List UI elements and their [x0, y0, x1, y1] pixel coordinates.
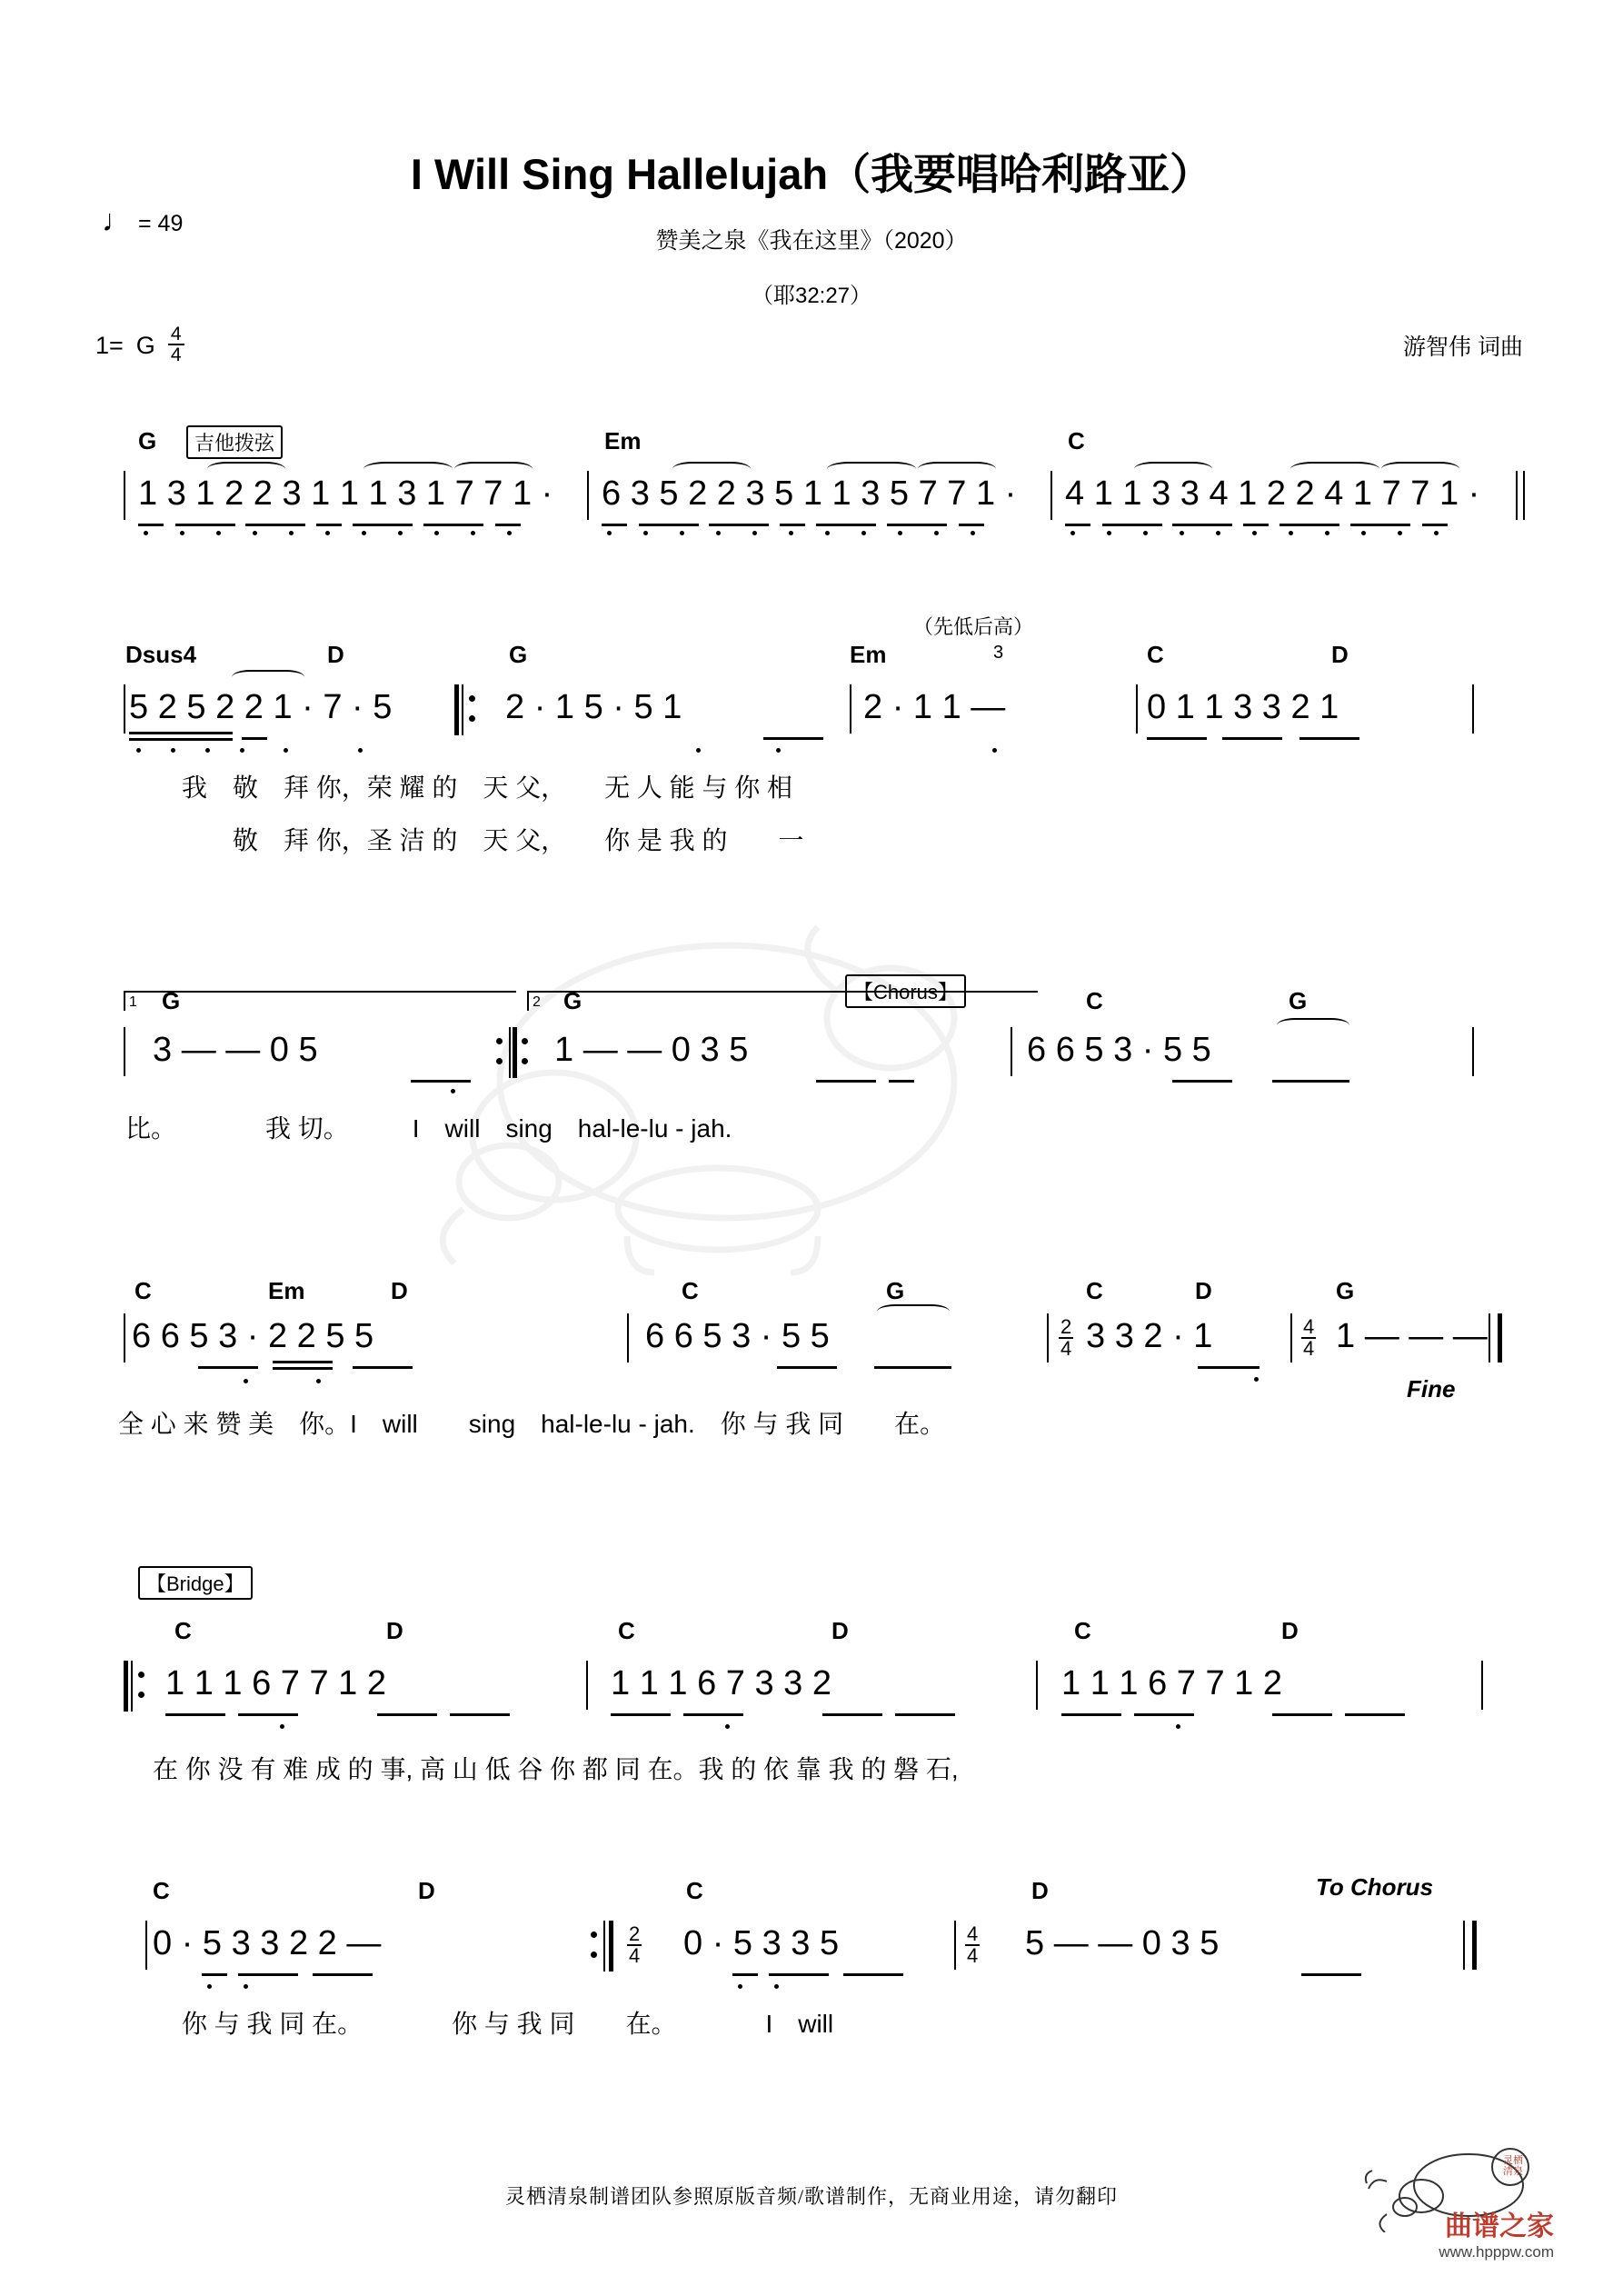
note-row: 1 1 1 6 7 7 1 2 [165, 1664, 386, 1702]
note-row: 4 1 1 3 3 4 1 2 2 4 1 7 7 1 · [1065, 474, 1480, 513]
page-title: I Will Sing Hallelujah（我要唱哈利路亚） [410, 150, 1213, 198]
barline [587, 471, 589, 520]
tempo-marking [102, 204, 184, 238]
barline [1047, 1313, 1049, 1363]
time-signature-numerator: 4 [168, 324, 184, 345]
beam [1272, 1713, 1332, 1716]
volta-number: 1 [129, 994, 137, 1010]
slur [1277, 1018, 1349, 1033]
beam [816, 1080, 876, 1083]
logo-brand-text: 曲谱之家 [1445, 2211, 1554, 2241]
site-logo[interactable] [1332, 2141, 1559, 2260]
time-signature-numerator: 4 [1303, 1315, 1315, 1338]
note-row: 0 1 1 3 3 2 1 [1147, 688, 1339, 726]
octave-dot-row [138, 531, 529, 538]
time-signature-change [965, 1924, 980, 1967]
chord-symbol: C [174, 1617, 192, 1644]
note-row: 2 · 1 5 · 5 1 [505, 688, 682, 726]
beam [202, 1973, 227, 1976]
footer-credit: 灵栖清泉制谱团队参照原版音频/歌谱制作，无商业用途，请勿翻印 [504, 2185, 1119, 2208]
time-signature [168, 324, 184, 365]
chord-symbol: D [386, 1617, 403, 1644]
barline [124, 1313, 125, 1363]
chorus-marker: 【Chorus】 [845, 974, 966, 1008]
octave-dot-row [732, 1984, 969, 1992]
system-4 [0, 1277, 1623, 1504]
note-row: 1 1 1 6 7 7 1 2 [1061, 1664, 1282, 1702]
beam [611, 1713, 671, 1716]
chord-symbol: C [682, 1277, 699, 1304]
barline [124, 471, 125, 520]
chord-symbol: G [162, 987, 181, 1014]
beam [777, 1366, 837, 1369]
chord-symbol: C [1086, 1277, 1103, 1304]
chord-symbol: D [391, 1277, 408, 1304]
note-row: 1 — — 0 3 5 [554, 1031, 749, 1069]
note-row: 6 3 5 2 2 3 5 1 1 3 5 7 7 1 · [602, 474, 1017, 513]
beam [1102, 524, 1162, 526]
beam [245, 524, 305, 526]
note-row: 0 · 5 3 3 5 [683, 1924, 840, 1962]
beam [242, 737, 267, 740]
final-barline [1498, 1313, 1502, 1363]
guitar-pluck-marker: 吉他拨弦 [186, 425, 283, 459]
chord-symbol: G [886, 1277, 905, 1304]
key-value: G [135, 331, 155, 359]
beam [1134, 1713, 1194, 1716]
beam [732, 1973, 758, 1976]
octave-dot-row [202, 1984, 438, 1992]
volta-number: 2 [533, 994, 541, 1010]
chord-symbol: Em [604, 427, 642, 454]
chord-symbol: G [1289, 987, 1308, 1014]
beam [411, 1080, 471, 1083]
repeat-end-start-sign [509, 1027, 522, 1078]
beam [816, 524, 876, 526]
beam [1061, 1713, 1121, 1716]
lyric-line: 比。 我 切。 I will sing hal-le-lu - jah. [125, 1114, 732, 1143]
chord-symbol: G [1336, 1277, 1355, 1304]
key-label: 1= [95, 331, 124, 359]
to-chorus-marking: To Chorus [1316, 1873, 1434, 1901]
octave-dot-row [411, 1089, 493, 1096]
chord-symbol: D [1195, 1277, 1212, 1304]
note-row: 1 — — — [1336, 1317, 1488, 1355]
beam [165, 1713, 225, 1716]
beam [1345, 1713, 1405, 1716]
beam [1198, 1366, 1260, 1369]
chord-symbol: C [1086, 987, 1103, 1014]
beam [769, 1973, 829, 1976]
beam [889, 1080, 914, 1083]
time-signature-numerator: 2 [629, 1922, 641, 1945]
beam [639, 524, 699, 526]
note-row: 6 6 5 3 · 5 5 [645, 1317, 830, 1355]
barline [1050, 471, 1052, 520]
logo-url-text: www.hpppw.com [1439, 2243, 1554, 2261]
chord-symbol: G [509, 641, 528, 668]
beam [1279, 524, 1339, 526]
chord-symbol: D [831, 1617, 849, 1644]
beam [313, 1973, 373, 1976]
repeat-start-sign [124, 1661, 136, 1712]
note-row: 2 · 1 1 — [863, 688, 1006, 726]
time-signature-numerator: 2 [1060, 1315, 1072, 1338]
octave-dot-row [129, 748, 402, 755]
note-row: 5 2 5 2 2 1 · 7 · 5 [129, 688, 393, 726]
time-signature-denominator: 4 [967, 1944, 979, 1968]
quarter-note-icon: ♩ [102, 204, 133, 238]
chord-symbol: C [618, 1617, 635, 1644]
bridge-marker: 【Bridge】 [138, 1566, 253, 1600]
chord-symbol: Em [268, 1277, 305, 1304]
barline [850, 684, 851, 734]
beam [138, 524, 164, 526]
beam [1299, 737, 1359, 740]
barline [627, 1313, 629, 1363]
beam [1350, 524, 1410, 526]
beam [353, 524, 413, 526]
beam [198, 1366, 258, 1369]
beam [1172, 524, 1232, 526]
beam [1272, 1080, 1349, 1083]
slur [877, 1304, 950, 1319]
composer-credit: 游智伟 词曲 [1403, 334, 1523, 360]
beam [822, 1713, 882, 1716]
beam-double [129, 732, 233, 734]
barline [145, 1921, 147, 1970]
time-signature-denominator: 4 [1303, 1337, 1315, 1361]
barline [124, 1027, 125, 1076]
chord-symbol: D [1031, 1877, 1049, 1904]
beam [602, 524, 627, 526]
tempo-value: = 49 [138, 211, 184, 236]
beam [450, 1713, 510, 1716]
octave-dot-row [505, 748, 805, 755]
barline [1011, 1027, 1012, 1076]
chord-symbol: Dsus4 [125, 641, 197, 668]
chord-symbol: C [1147, 641, 1164, 668]
beam [377, 1713, 437, 1716]
beam [874, 1366, 951, 1369]
chord-symbol: G [563, 987, 582, 1014]
beam [763, 737, 823, 740]
octave-dot-row [602, 531, 992, 538]
beam [959, 524, 984, 526]
barline [1481, 1661, 1483, 1710]
time-signature-denominator: 4 [1060, 1337, 1072, 1361]
octave-dot-row [198, 1379, 434, 1386]
repeat-start-sign [454, 684, 467, 735]
chord-symbol: C [153, 1877, 170, 1904]
subtitle-scripture: （耶32:27） [751, 284, 872, 308]
beam [423, 524, 483, 526]
chord-symbol: D [1281, 1617, 1299, 1644]
barline [1290, 1313, 1292, 1363]
note-row: 3 3 2 · 1 [1086, 1317, 1213, 1355]
barline [1472, 684, 1474, 734]
barline [124, 684, 125, 734]
chord-symbol: C [1074, 1617, 1091, 1644]
note-row: 6 6 5 3 · 5 5 [1027, 1031, 1211, 1069]
beam [895, 1713, 955, 1716]
time-signature-change [627, 1924, 642, 1967]
chord-symbol: D [418, 1877, 435, 1904]
beam [887, 524, 947, 526]
system-2 [0, 615, 1623, 868]
barline [1136, 684, 1138, 734]
chord-symbol: C [686, 1877, 703, 1904]
beam-double [273, 1361, 333, 1363]
beam [1222, 737, 1282, 740]
subtitle-album: 赞美之泉《我在这里》（2020） [655, 228, 968, 254]
system-1 [0, 427, 1623, 564]
time-signature-denominator: 4 [629, 1944, 641, 1968]
note-row: 5 — — 0 3 5 [1025, 1924, 1220, 1962]
barline [1516, 471, 1518, 520]
final-barline [1472, 1921, 1477, 1970]
note-row: 3 — — 0 5 [153, 1031, 318, 1069]
svg-text:清泉: 清泉 [1503, 2166, 1523, 2177]
volta-bracket-1 [124, 991, 516, 1011]
beam [1147, 737, 1207, 740]
beam [1243, 524, 1269, 526]
barline [954, 1921, 956, 1970]
low-then-high-note: （先低后高） [913, 615, 1034, 638]
system-5 [0, 1572, 1623, 1783]
beam [709, 524, 769, 526]
octave-dot-row [1198, 1377, 1289, 1384]
beam [316, 524, 342, 526]
beam [238, 1713, 298, 1716]
octave-dot-row [863, 748, 1063, 755]
barline [1472, 1027, 1474, 1076]
octave-dot-row [611, 1724, 974, 1732]
time-signature-change [1059, 1317, 1073, 1360]
lyric-line: 全 心 来 赞 美 你。I will sing hal-le-lu - jah. 你 与 我 同 在。 [118, 1410, 946, 1438]
beam [843, 1973, 903, 1976]
triplet-number: 3 [993, 643, 1004, 663]
barline [586, 1661, 588, 1710]
chord-symbol: D [327, 641, 344, 668]
note-row: 1 3 1 2 2 3 1 1 1 3 1 7 7 1 · [138, 474, 553, 513]
octave-dot-row [165, 1724, 529, 1732]
time-signature-denominator: 4 [170, 344, 182, 366]
beam [780, 524, 805, 526]
key-signature [95, 325, 184, 366]
system-6 [0, 1873, 1623, 2095]
beam [353, 1366, 413, 1369]
beam [495, 524, 521, 526]
system-3 [0, 981, 1623, 1191]
time-signature-change [1301, 1317, 1316, 1360]
fine-marking: Fine [1407, 1375, 1456, 1403]
lyric-line: 我 敬 拜 你，荣 耀 的 天 父， 无 人 能 与 你 相 [182, 774, 793, 802]
chord-symbol: C [134, 1277, 152, 1304]
note-row: 6 6 5 3 · 2 2 5 5 [132, 1317, 374, 1355]
beam [1065, 524, 1090, 526]
octave-dot-row [1065, 531, 1456, 538]
note-row: 0 · 5 3 3 2 2 — [153, 1924, 382, 1962]
repeat-end-sign [602, 1921, 614, 1972]
beam [1422, 524, 1448, 526]
svg-text:灵栖: 灵栖 [1503, 2155, 1523, 2166]
time-signature-numerator: 4 [967, 1922, 979, 1945]
beam [175, 524, 235, 526]
note-row: 1 1 1 6 7 3 3 2 [611, 1664, 831, 1702]
barline [1489, 1313, 1490, 1363]
lyric-line: 你 与 我 同 在。 你 与 我 同 在。 I will [182, 2010, 834, 2038]
chord-symbol: G [138, 427, 157, 454]
octave-dot-row [1061, 1724, 1425, 1732]
lyric-line: 在 你 没 有 难 成 的 事, 高 山 低 谷 你 都 同 在。我 的 依 靠 我 的 磐 石, [153, 1755, 959, 1783]
beam [1301, 1973, 1361, 1976]
slur [232, 670, 304, 684]
chord-symbol: C [1068, 427, 1085, 454]
lyric-line: 敬 拜 你，圣 洁 的 天 父， 你 是 我 的 一 [182, 826, 804, 854]
beam [238, 1973, 298, 1976]
chord-symbol: Em [850, 641, 887, 668]
beam [683, 1713, 743, 1716]
barline [1523, 471, 1525, 520]
beam [1172, 1080, 1232, 1083]
barline [1036, 1661, 1038, 1710]
barline [1463, 1921, 1465, 1970]
chord-symbol: D [1331, 641, 1349, 668]
